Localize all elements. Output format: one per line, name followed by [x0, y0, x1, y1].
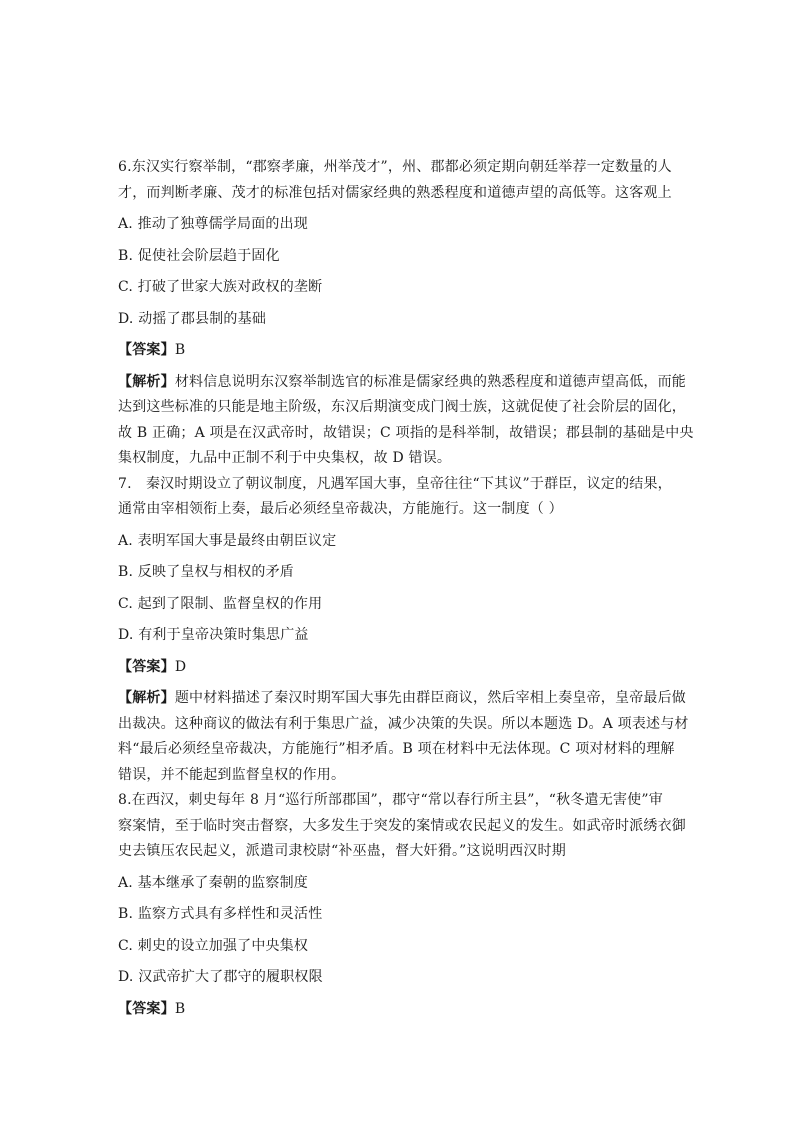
answer-line — [118, 997, 678, 1023]
question-stem-line: 通常由宰相领衔上奏，最后必须经皇帝裁决，方能施行。这一制度（ ） — [118, 501, 563, 517]
option-d: D. 有利于皇帝决策时集思广益 — [118, 627, 309, 643]
answer-line — [118, 655, 678, 681]
analysis-text: 题中材料描述了秦汉时期军国大事先由群臣商议，然后宰相上奏皇帝，皇帝最后做 — [174, 690, 687, 706]
analysis-text: 故 B 正确；A 项是在汉武帝时，故错误；C 项指的是科举制，故错误；郡县制的基础是中央 — [118, 424, 694, 441]
answer-value: D — [174, 658, 187, 675]
question-stem-line: 7. 秦汉时期设立了朝议制度，凡遇军国大事，皇帝往往“下其议”于群臣，议定的结果， — [118, 475, 672, 492]
answer-value: B — [174, 342, 186, 358]
analysis-text: 出裁决。这种商议的做法有利于集思广益，减少决策的失误。所以本题选 D。A 项表述与材 — [118, 715, 689, 732]
analysis-text: 集权制度，九品中正制不利于中央集权，故 D 错误。 — [118, 450, 452, 466]
option-a: A. 基本继承了秦朝的监察制度 — [118, 874, 309, 891]
question-6 — [118, 155, 694, 472]
analysis-line — [118, 686, 687, 712]
answer-label: 【答案】 — [118, 1000, 175, 1017]
answer-value: B — [174, 1000, 186, 1017]
answer-label: 【答案】 — [118, 658, 175, 675]
answer-line — [118, 338, 678, 364]
analysis-text: 材料信息说明东汉察举制选官的标准是儒家经典的熟悉程度和道德声望高低，而能 — [174, 373, 687, 390]
question-stem-line: 察案情，至于临时突击督察，大多发生于突发的案情或农民起义的发生。如武帝时派绣衣御 — [118, 817, 686, 834]
question-list — [118, 155, 694, 1028]
option-b: B. 反映了皇权与相权的矛盾 — [118, 564, 294, 580]
option-c: C. 起到了限制、监督皇权的作用 — [118, 595, 323, 612]
option-b: B. 促使社会阶层趋于固化 — [118, 247, 280, 264]
question-stem-line: 6.东汉实行察举制，“郡察孝廉，州举茂才”，州、郡都必须定期向朝廷举荐一定数量的人 — [118, 159, 672, 175]
analysis-label: 【解析】 — [118, 690, 175, 706]
question-8 — [118, 788, 686, 1022]
question-stem-line: 才，而判断孝廉、茂才的标准包括对儒家经典的熟悉程度和道德声望的高低等。这客观上 — [118, 184, 672, 201]
question-stem-line: 史去镇压农民起义，派遣司隶校尉“补巫蛊，督大奸猾。”这说明西汉时期 — [118, 843, 566, 859]
option-c: C. 打破了世家大族对政权的垄断 — [118, 279, 323, 295]
analysis-line — [118, 370, 687, 396]
question-stem-line: 8.在西汉，刺史每年 8 月“巡行所部郡国”，郡守“常以春行所主县”，“秋冬遣无害使”审 — [118, 792, 663, 808]
option-a: A. 表明军国大事是最终由朝臣议定 — [118, 532, 337, 549]
option-b: B. 监察方式具有多样性和灵活性 — [118, 906, 323, 922]
option-c: C. 刺史的设立加强了中央集权 — [118, 937, 309, 954]
analysis-text: 达到这些标准的只能是地主阶级，东汉后期演变成门阀士族，这就促使了社会阶层的固化， — [118, 399, 686, 415]
question-7 — [118, 472, 689, 789]
analysis-text: 错误，并不能起到监督皇权的作用。 — [118, 766, 346, 783]
option-a: A. 推动了独尊儒学局面的出现 — [118, 216, 309, 232]
analysis-label: 【解析】 — [118, 373, 175, 390]
option-d: D. 动摇了郡县制的基础 — [118, 310, 267, 327]
option-d: D. 汉武帝扩大了郡守的履职权限 — [118, 969, 323, 985]
analysis-text: 料“最后必须经皇帝裁决，方能施行”相矛盾。B 项在材料中无法体现。C 项对材料的理解 — [118, 741, 675, 757]
answer-label: 【答案】 — [118, 342, 175, 358]
